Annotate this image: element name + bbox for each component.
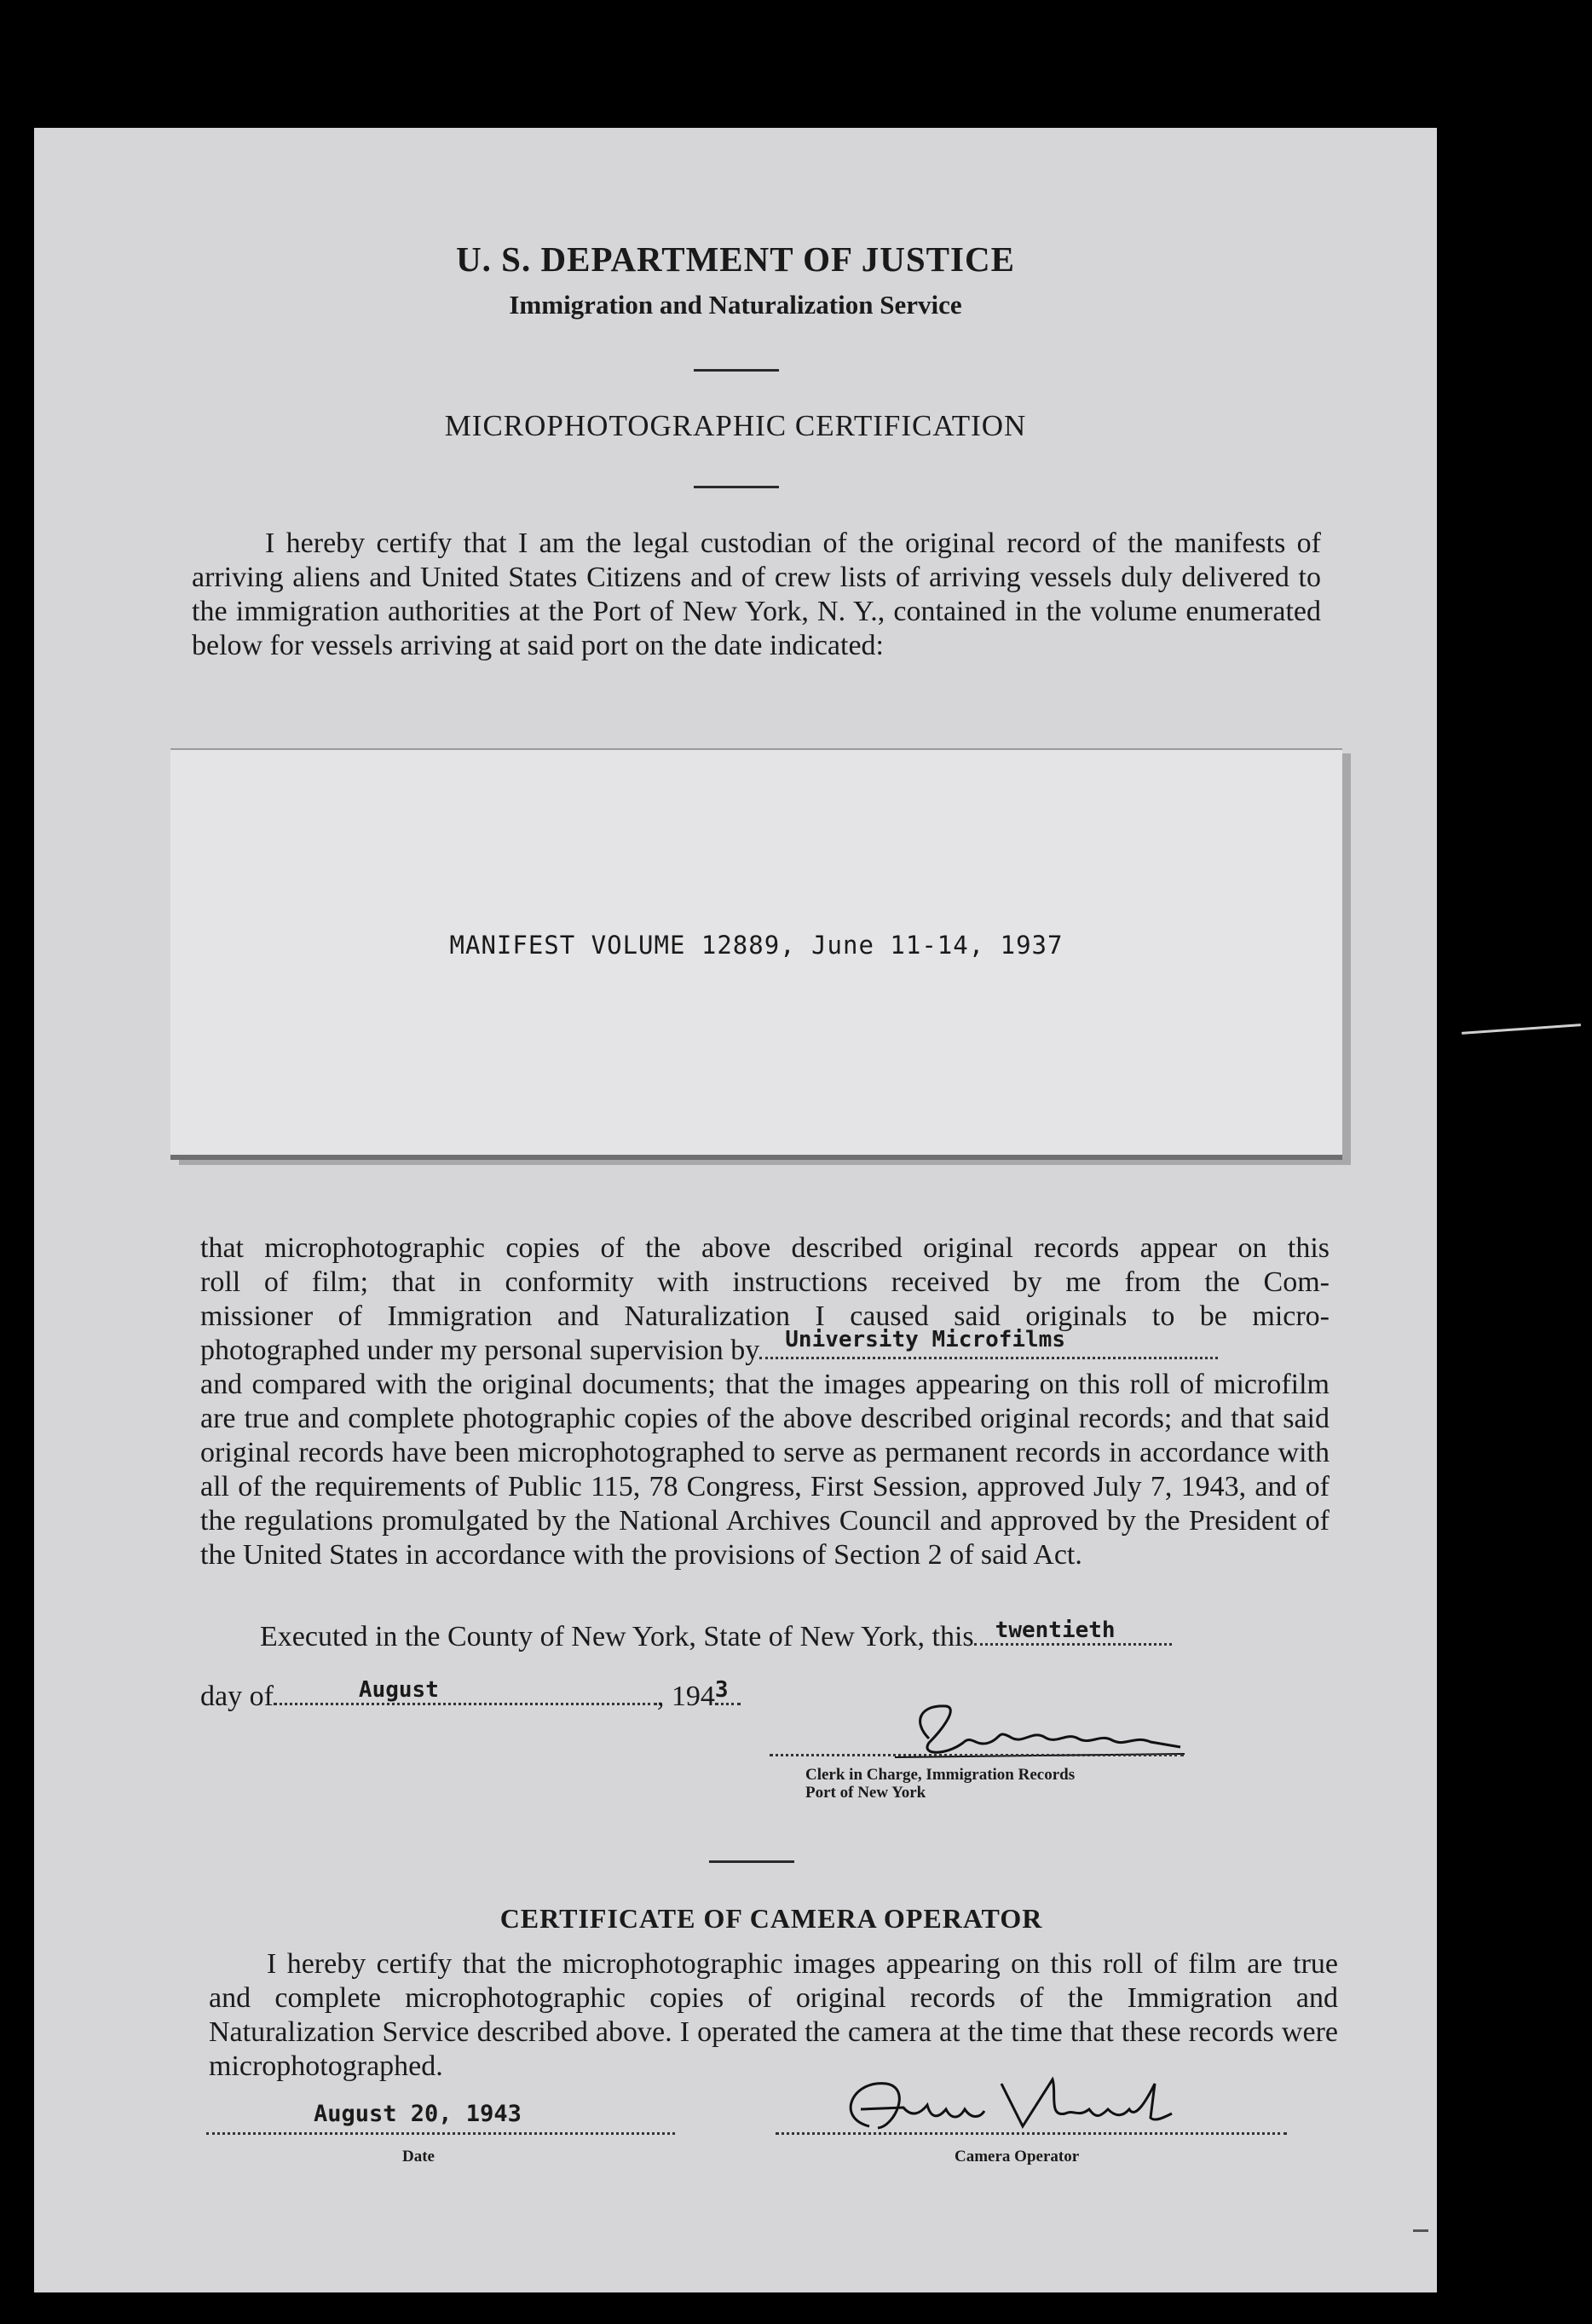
manifest-volume: MANIFEST VOLUME 12889, June 11-14, 1937 (449, 931, 1064, 960)
divider (709, 1860, 794, 1863)
clerk-signature-line (770, 1754, 1184, 1756)
certificate-sheet (34, 128, 1437, 2292)
year-prefix: , 194 (656, 1681, 715, 1712)
divider (694, 369, 779, 372)
day-of-label: day of (200, 1681, 274, 1712)
operator-signature-line (776, 2132, 1287, 2135)
photographer-name: University Microfilms (785, 1327, 1065, 1352)
month-field (274, 1677, 657, 1705)
operator-date-value: August 20, 1943 (314, 2101, 522, 2127)
year-field (714, 1677, 741, 1705)
intro-paragraph: I hereby certify that I am the legal custodian of the original record of the manifests of arriving aliens and United States Citizens and of crew lists of arriving vessels duly delivered to the immigration authorities at the Port of New York, N. Y., contained in the volume enumerated below for vessels arriving at said port on the date indicated: (192, 528, 1321, 661)
body-line: photographed under my personal supervision by (200, 1335, 760, 1366)
date-line (206, 2132, 675, 2135)
date-line (200, 1677, 741, 1713)
date-label: Date (402, 2148, 435, 2165)
camera-operator-paragraph: I hereby certify that the microphotographic images appearing on this roll of film are true and complete microphotographic copies of original records of the Immigration and Naturalization Service described above. I operated the camera at the time that these records were microphotographed. (209, 1948, 1338, 2082)
body-line: roll of film; that in conformity with instructions received by me from the Com- (200, 1266, 1330, 1298)
body-paragraph (200, 1231, 1330, 1572)
operator-label: Camera Operator (955, 2148, 1080, 2165)
margin-mark (1413, 2229, 1428, 2232)
day-value: twentieth (995, 1618, 1116, 1643)
body-rest: and compared with the original documents; that the images appearing on this roll of microfilm are true and complete photographic copies of the above described original records; and that said original records have been microphotographed to serve as permanent records in accordance with all of the requirements of Public 115, 78 Congress, First Session, approved July 7, 1943, and of the regulations promulgated by the National Archives Council and approved by the President of the United States in accordance with the provisions of Section 2 of said Act. (200, 1369, 1330, 1571)
manifest-insert (170, 748, 1342, 1160)
day-field (974, 1618, 1172, 1646)
executed-line (260, 1618, 1172, 1653)
executed-text: Executed in the County of New York, State of New York, this (260, 1621, 974, 1652)
body-line: that microphotographic copies of the above described original records appear on this (200, 1232, 1330, 1264)
certification-title: MICROPHOTOGRAPHIC CERTIFICATION (444, 409, 1027, 442)
clerk-title (805, 1766, 1075, 1802)
photographer-field (759, 1327, 1218, 1359)
film-edge-mark (1462, 1024, 1581, 1035)
service-heading: Immigration and Naturalization Service (509, 290, 962, 320)
clerk-signature (895, 1696, 1185, 1777)
year-digit: 3 (714, 1677, 729, 1703)
clerk-title-line: Port of New York (805, 1784, 926, 1802)
body-line: missioner of Immigration and Naturalization I caused said originals to be micro- (200, 1300, 1330, 1332)
clerk-title-line: Clerk in Charge, Immigration Records (805, 1766, 1076, 1784)
camera-operator-title: CERTIFICATE OF CAMERA OPERATOR (499, 1903, 1043, 1934)
divider (694, 486, 779, 488)
department-heading: U. S. DEPARTMENT OF JUSTICE (456, 239, 1015, 279)
month-value: August (358, 1677, 439, 1703)
